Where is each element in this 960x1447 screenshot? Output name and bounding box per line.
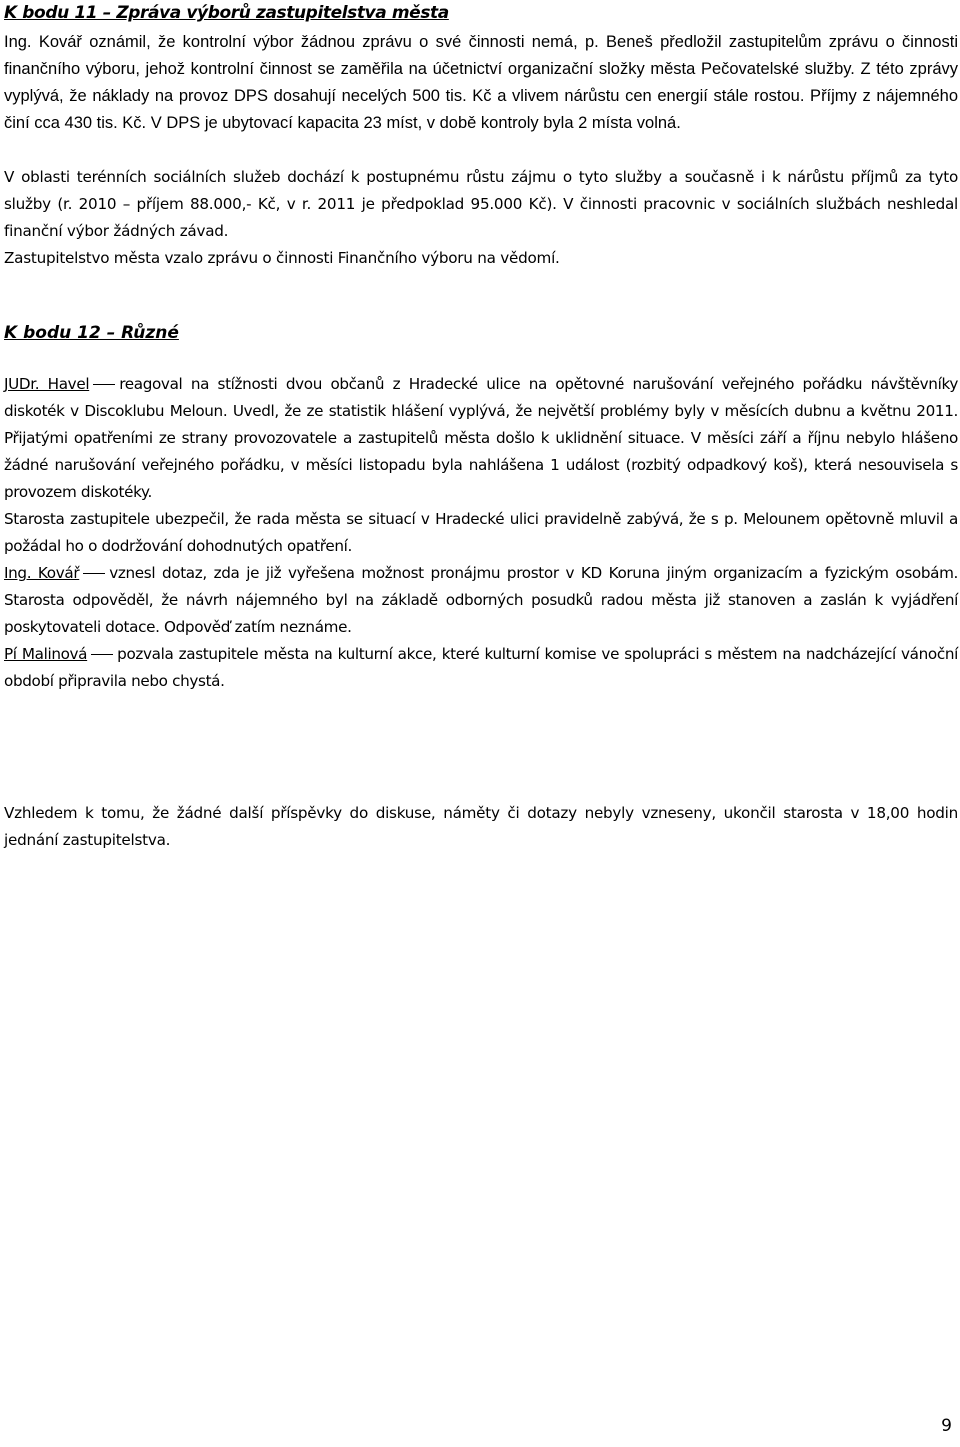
section-11-heading: K bodu 11 – Zpráva výborů zastupitelstva města bbox=[4, 3, 449, 23]
section-11-paragraph-1: Ing. Kovář oznámil, že kontrolní výbor žádnou zprávu o své činnosti nemá, p. Beneš předložil zastupitelům zprávu o činnosti finančního výboru, jehož kontrolní činnost se zaměřila na účetnictví organizační složky města Pečovatelské služby. Z této zprávy vyplývá, že náklady na provoz DPS dosahují necelých 500 tis. Kč a vlivem nárůstu cen energií stále rostou. Příjmy z nájemného činí cca 430 tis. Kč. V DPS je ubytovací kapacita 23 míst, v době kontroly byla 2 místa volná. bbox=[4, 33, 958, 132]
speaker-text: reagoval na stížnosti dvou občanů z Hradecké ulice na opětovné narušování veřejného pořádku návštěvníky diskoték v Discoklubu Meloun. Uvedl, že ze statistik hlášení vyplývá, že největší problémy byly v měsících dubnu a květnu 2011. Přijatými opatřeními ze strany provozovatele a zastupitelů města došlo k uklidnění situace. V měsíci září a říjnu nebylo hlášeno žádné narušování veřejného pořádku, v měsíci listopadu byla nahlášena 1 událost (rozbitý odpadkový koš), která nesouvisela s provozem diskotéky. bbox=[4, 375, 958, 501]
speaker-name: JUDr. Havel bbox=[4, 375, 90, 393]
section-11-paragraph-3: Zastupitelstvo města vzalo zprávu o činnosti Finančního výboru na vědomí. bbox=[4, 249, 560, 267]
section-12-paragraph-havel bbox=[4, 371, 958, 506]
speaker-name: Ing. Kovář bbox=[4, 564, 80, 582]
speaker-text: vznesl dotaz, zda je již vyřešena možnost pronájmu prostor v KD Koruna jiným organizacím a fyzickým osobám. Starosta odpověděl, že návrh nájemného byl na základě odborných posudků radou města již stanoven a zaslán k vyjádření poskytovateli dotace. Odpověď zatím neznáme. bbox=[4, 564, 958, 636]
speaker-name: Pí Malinová bbox=[4, 645, 88, 663]
dash-separator bbox=[91, 654, 113, 655]
dash-separator bbox=[83, 573, 105, 574]
section-11-paragraph-2: V oblasti terénních sociálních služeb dochází k postupnému růstu zájmu o tyto služby a současně i k nárůstu příjmů za tyto služby (r. 2010 – příjem 88.000,- Kč, v r. 2011 je předpoklad 95.000 Kč). V činnosti pracovnic v sociálních službách neshledal finanční výbor žádných závad. bbox=[4, 168, 958, 240]
page-number: 9 bbox=[941, 1416, 952, 1436]
closing-paragraph: Vzhledem k tomu, že žádné další příspěvky do diskuse, náměty či dotazy nebyly vzneseny, ukončil starosta v 18,00 hodin jednání zastupitelstva. bbox=[4, 804, 958, 849]
dash-separator bbox=[93, 384, 115, 385]
section-12-paragraph-kovar bbox=[4, 560, 958, 641]
section-12-paragraph-malinova bbox=[4, 641, 958, 695]
section-12-heading: K bodu 12 – Různé bbox=[4, 323, 179, 343]
section-12-paragraph-starosta: Starosta zastupitele ubezpečil, že rada města se situací v Hradecké ulici pravidelně zabývá, že s p. Melounem opětovně mluvil a požádal ho o dodržování dohodnutých opatření. bbox=[4, 510, 958, 555]
speaker-text: pozvala zastupitele města na kulturní akce, které kulturní komise ve spolupráci s městem na nadcházející vánoční období připravila nebo chystá. bbox=[4, 645, 959, 690]
